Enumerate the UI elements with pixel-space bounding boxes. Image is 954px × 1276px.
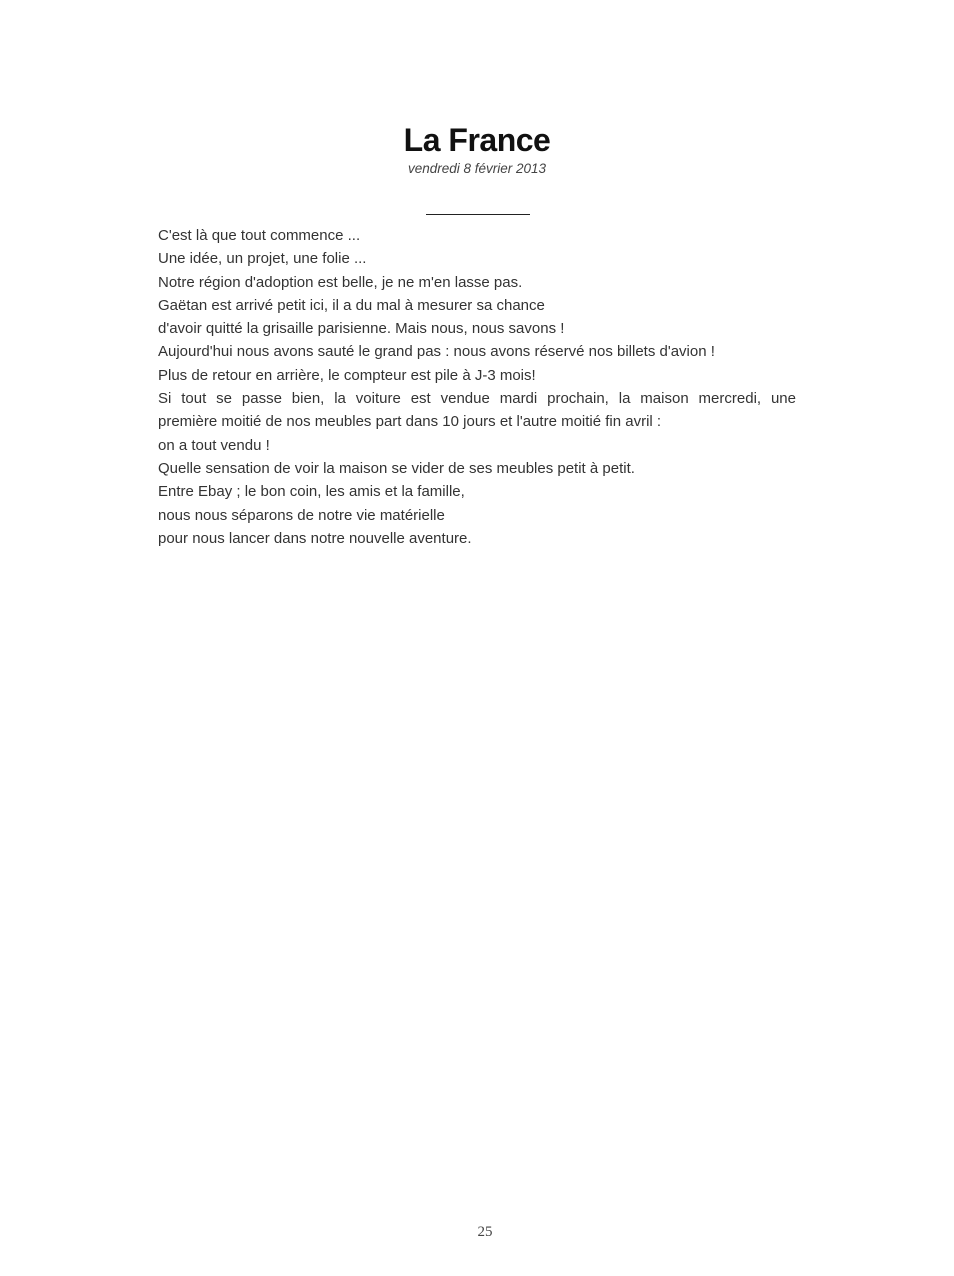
- body-line: pour nous lancer dans notre nouvelle aventure.: [158, 529, 472, 547]
- post-date: vendredi 8 février 2013: [407, 161, 547, 176]
- body-line: on a tout vendu !: [158, 436, 270, 454]
- body-line: Notre région d'adoption est belle, je ne m'en lasse pas.: [158, 273, 523, 291]
- body-line: Aujourd'hui nous avons sauté le grand pas : nous avons réservé nos billets d'avion !: [158, 343, 715, 361]
- body-line: première moitié de nos meubles part dans 10 jours et l'autre moitié fin avril :: [158, 413, 662, 431]
- body-line: d'avoir quitté la grisaille parisienne. Mais nous, nous savons !: [158, 320, 565, 338]
- body-line: Entre Ebay ; le bon coin, les amis et la famille,: [158, 483, 465, 501]
- body-line: Quelle sensation de voir la maison se vider de ses meubles petit à petit.: [158, 459, 635, 477]
- page-number: 25: [477, 1224, 493, 1240]
- page-title: La France: [403, 122, 551, 158]
- body-text: [158, 224, 798, 550]
- body-line: Si tout se passe bien, la voiture est vendue mardi prochain, la maison mercredi, une: [158, 390, 796, 408]
- body-line: Gaëtan est arrivé petit ici, il a du mal à mesurer sa chance: [158, 296, 545, 314]
- body-line: nous nous séparons de notre vie matérielle: [158, 506, 445, 524]
- body-line: Une idée, un projet, une folie ...: [158, 250, 367, 268]
- body-line: Plus de retour en arrière, le compteur est pile à J-3 mois!: [158, 366, 536, 384]
- body-line: C'est là que tout commence ...: [158, 227, 361, 244]
- title-separator: [426, 214, 530, 215]
